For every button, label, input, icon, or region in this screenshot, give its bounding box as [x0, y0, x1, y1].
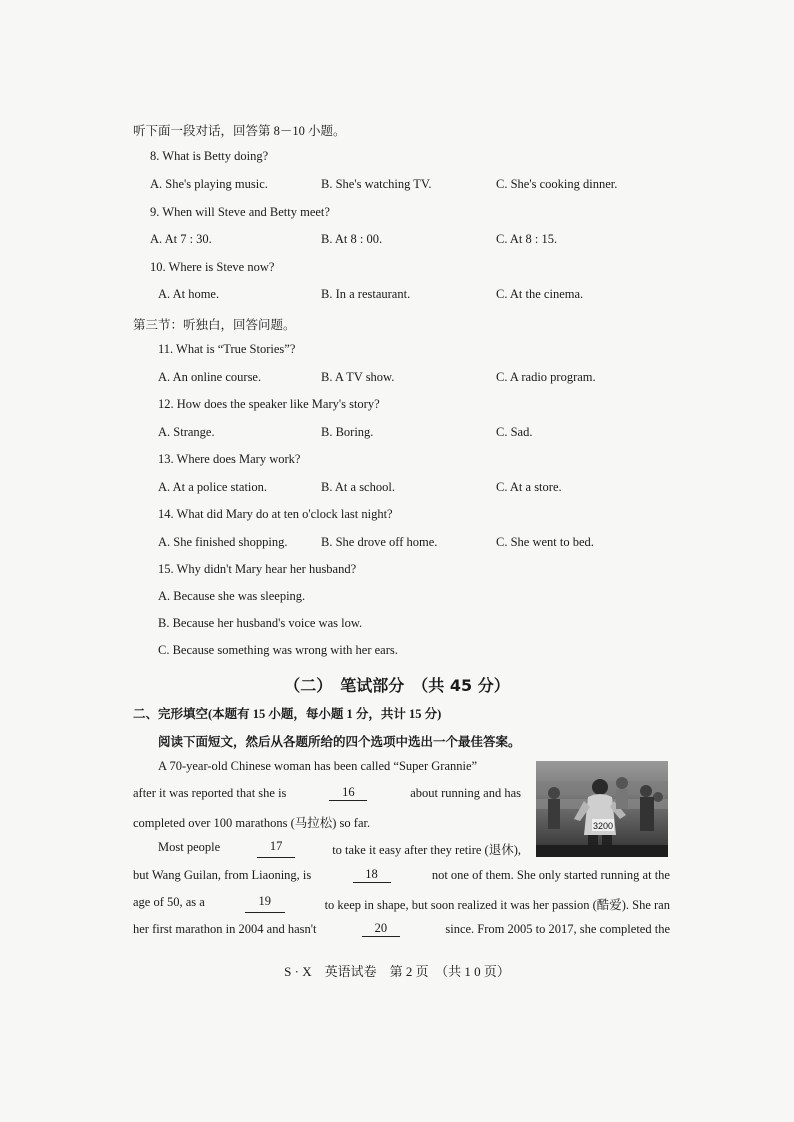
passage-line [158, 840, 521, 858]
passage-text: not one of them. She only started running at the [431, 868, 670, 882]
q14-option-b: B. She drove off home. [321, 535, 438, 549]
passage-line: completed over 100 marathons (马拉松) so far. [133, 816, 371, 830]
passage-text: about running and has [410, 786, 521, 800]
q13-option-b: B. At a school. [321, 480, 395, 494]
q10-option-b: B. In a restaurant. [321, 287, 411, 301]
question-8: 8. What is Betty doing? [150, 149, 269, 163]
part2-title: （二） 笔试部分 （共 45 分） [284, 676, 510, 695]
passage-text: to keep in shape, but soon realized it was her passion (酷爱). She ran [324, 898, 670, 912]
blank-16: 16 [329, 786, 367, 801]
q9-option-a: A. At 7 : 30. [150, 232, 212, 246]
q12-option-c: C. Sad. [496, 425, 533, 439]
q14-option-a: A. She finished shopping. [158, 535, 288, 549]
q11-option-c: C. A radio program. [496, 370, 596, 384]
blank-17: 17 [257, 840, 295, 858]
q8-option-b: B. She's watching TV. [321, 177, 432, 191]
section3-label: 第三节：听独白，回答问题。 [133, 318, 296, 332]
q15-option-b: B. Because her husband's voice was low. [158, 616, 363, 630]
passage-text: age of 50, as a [133, 895, 205, 909]
dialogue-intro: 听下面一段对话，回答第 8－10 小题。 [133, 124, 346, 138]
passage-text: Most people [158, 840, 221, 854]
q15-option-c: C. Because something was wrong with her ears. [158, 643, 398, 657]
q11-option-a: A. An online course. [158, 370, 262, 384]
q9-option-c: C. At 8 : 15. [496, 232, 558, 246]
question-13: 13. Where does Mary work? [158, 452, 301, 466]
question-15: 15. Why didn't Mary hear her husband? [158, 562, 357, 576]
cloze-heading: 二、完形填空(本题有 15 小题，每小题 1 分，共计 15 分) [133, 707, 442, 721]
question-10: 10. Where is Steve now? [150, 260, 275, 274]
q12-option-b: B. Boring. [321, 425, 374, 439]
q11-option-b: B. A TV show. [321, 370, 395, 384]
race-bib-number: 3200 [592, 821, 614, 831]
question-12: 12. How does the speaker like Mary's story? [158, 397, 380, 411]
cloze-instruction: 阅读下面短文，然后从各题所给的四个选项中选出一个最佳答案。 [158, 735, 521, 749]
q12-option-a: A. Strange. [158, 425, 215, 439]
q13-option-a: A. At a police station. [158, 480, 268, 494]
passage-text: to take it easy after they retire (退休), [332, 843, 521, 857]
question-14: 14. What did Mary do at ten o'clock last night? [158, 507, 393, 521]
passage-text: after it was reported that she is [133, 786, 287, 800]
passage-line [133, 868, 670, 883]
question-9: 9. When will Steve and Betty meet? [150, 205, 330, 219]
q14-option-c: C. She went to bed. [496, 535, 594, 549]
page-footer: S · X 英语试卷 第 2 页 （共 1 0 页） [284, 964, 510, 979]
q8-option-a: A. She's playing music. [150, 177, 268, 191]
q13-option-c: C. At a store. [496, 480, 562, 494]
runner-photo [536, 761, 668, 857]
q9-option-b: B. At 8 : 00. [321, 232, 383, 246]
q15-option-a: A. Because she was sleeping. [158, 589, 306, 603]
passage-line: A 70-year-old Chinese woman has been called “Super Grannie” [158, 759, 478, 773]
passage-line [133, 786, 521, 801]
blank-19: 19 [245, 895, 285, 913]
passage-text: but Wang Guilan, from Liaoning, is [133, 868, 312, 882]
question-11: 11. What is “True Stories”? [158, 342, 296, 356]
passage-text: her first marathon in 2004 and hasn't [133, 922, 317, 936]
q8-option-c: C. She's cooking dinner. [496, 177, 618, 191]
q10-option-a: A. At home. [158, 287, 220, 301]
passage-text: since. From 2005 to 2017, she completed the [445, 922, 670, 936]
passage-line [133, 895, 670, 913]
runner-photo-graphic [536, 761, 668, 857]
blank-20: 20 [362, 922, 400, 937]
passage-line [133, 922, 670, 937]
blank-18: 18 [353, 868, 391, 883]
q10-option-c: C. At the cinema. [496, 287, 584, 301]
